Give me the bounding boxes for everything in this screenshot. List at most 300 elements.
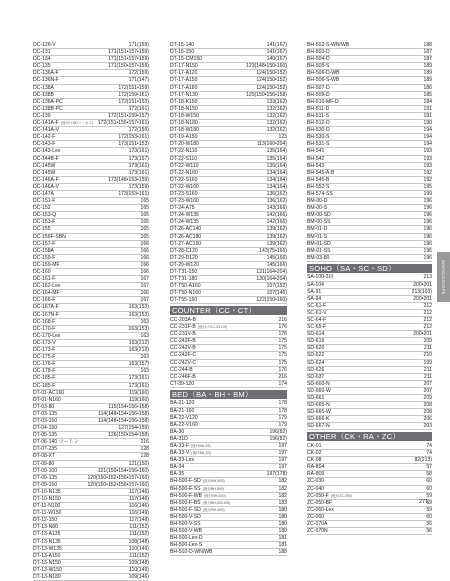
page-reference: 175: [278, 352, 287, 359]
page-reference: 193: [423, 162, 432, 169]
page-reference: 193: [423, 155, 432, 162]
section-header: SOHO（SA・SC・SD）: [307, 264, 432, 273]
index-entry: [170, 99, 287, 106]
product-code: ZC-070A: [307, 521, 328, 527]
index-entry: [307, 163, 432, 170]
product-code: DT-29-D120: [170, 254, 198, 261]
product-code: DC-141A-V: [33, 127, 60, 134]
index-entry: [170, 360, 287, 367]
index-entry: [307, 134, 432, 141]
page-reference: 197: [278, 450, 287, 457]
index-entry: [307, 374, 432, 381]
index-entry: [170, 127, 287, 134]
product-code: DC-159-F: [33, 254, 56, 261]
product-code: DT-18-K150: [170, 98, 198, 105]
page-reference: 111(152): [129, 531, 149, 538]
index-entry: [307, 141, 432, 148]
index-entry: [33, 496, 149, 503]
product-code: DT-11-N100: [33, 503, 61, 510]
product-code: RA-804: [307, 464, 325, 471]
product-code: DT-18-W150: [170, 112, 199, 119]
product-code: DC-162-Lex: [33, 283, 61, 290]
product-code: DT-22-S160: [170, 176, 198, 183]
page-reference: 109(148): [128, 559, 149, 566]
index-entry: [33, 99, 149, 106]
index-entry: [307, 409, 432, 416]
page-reference: 172(159•161): [118, 91, 149, 98]
page-reference: 166: [140, 261, 149, 268]
product-code: CC-242F-C: [170, 352, 197, 359]
product-code: DT-15-150: [170, 49, 195, 56]
product-code: SD-661: [307, 395, 325, 401]
index-entry: [170, 317, 287, 324]
index-entry: [307, 49, 432, 56]
page-reference: 196: [423, 233, 432, 240]
product-code: DC-138A: [33, 84, 54, 91]
page-reference: 108(148): [128, 538, 149, 545]
page-reference: 172(151•155•157•161): [97, 120, 149, 127]
product-code: SA-100-3段: [307, 274, 334, 281]
page-reference: 203: [423, 423, 432, 430]
page-reference: 194: [423, 134, 432, 141]
page-reference: 175: [278, 359, 287, 366]
index-entry: [307, 170, 432, 177]
page-reference: 114(148•154•156•158): [98, 417, 149, 424]
index-entry: [170, 450, 287, 457]
product-code: SA-94: [307, 295, 322, 302]
page-reference: 184: [423, 98, 432, 105]
page-reference: 126(150•154•158): [108, 432, 149, 439]
index-entry: [307, 500, 432, 507]
product-code: DT-11-W150: [33, 510, 62, 517]
page-reference: 192: [423, 176, 432, 183]
page-reference: 115(154•156•158): [108, 403, 149, 410]
product-code: DC-146A-V: [33, 183, 60, 190]
product-code: DT-10-N135: [33, 488, 61, 495]
product-code: DT-T55-150: [170, 297, 198, 304]
index-entry: [307, 317, 432, 324]
page-reference: 166: [140, 290, 149, 297]
page-reference: 60: [426, 478, 432, 485]
index-entry: [33, 453, 149, 460]
index-entry: [170, 134, 287, 141]
page-reference: 189: [423, 63, 432, 70]
product-code: BH-506-D-WB: [307, 70, 340, 77]
product-code: BH-510-MF-D: [307, 98, 339, 105]
product-code: BM-03-80: [307, 254, 330, 261]
product-code: DT-09-100: [33, 467, 58, 474]
index-entry: [33, 326, 149, 333]
index-entry: [33, 269, 149, 276]
product-code: BH-500-Lex-S: [170, 542, 203, 549]
page-reference: 110(149): [128, 545, 149, 552]
index-entry: [170, 92, 287, 99]
product-code: BH-543: [307, 162, 325, 169]
section-header: COUNTER（CC・CT）: [170, 306, 287, 315]
product-code: BH-511-D: [307, 105, 330, 112]
index-entry: [307, 514, 432, 521]
product-code: BH-530-S: [307, 134, 330, 141]
index-entry: [33, 212, 149, 219]
page-reference: 173(148•153•159): [108, 176, 149, 183]
page-reference: 183: [278, 499, 287, 506]
product-code: DT-13-N135: [33, 538, 61, 545]
page-reference: 111(152): [129, 552, 149, 559]
product-code: DT-06-140 ツートン: [33, 439, 79, 446]
index-entry: [307, 274, 432, 281]
index-entry: [33, 319, 149, 326]
product-code: BA-21-160: [170, 407, 195, 414]
page-reference: 167: [140, 283, 149, 290]
page-reference: 173(151•153): [118, 141, 149, 148]
page-reference: 165: [140, 219, 149, 226]
product-code: BA-31D: [170, 435, 188, 442]
product-code: DT-01-N160: [33, 396, 61, 403]
index-entry: [170, 63, 287, 70]
product-code: DT-18-N180: [170, 120, 198, 127]
page-reference: 172(159): [128, 127, 149, 134]
page-reference: 211: [423, 373, 432, 380]
index-entry: [170, 56, 287, 63]
index-entry: [170, 106, 287, 113]
index-entry: [307, 443, 432, 450]
product-code: RA-809: [307, 471, 325, 478]
index-entry: [307, 402, 432, 409]
index-entry: [307, 331, 432, 338]
page-reference: 74: [426, 450, 432, 457]
product-code: BH-505-S: [307, 63, 330, 70]
page-reference: 200•201: [413, 295, 432, 302]
product-code: DT-28-C120: [170, 247, 198, 254]
product-code: DT-13-N150: [33, 559, 61, 566]
index-entry: [170, 255, 287, 262]
product-code: BH-500-F-WB: [170, 492, 202, 499]
index-entry: [170, 528, 287, 535]
page-reference: 116(149): [128, 510, 149, 517]
page-reference: 163(153): [128, 311, 149, 318]
page-reference: 216: [140, 439, 149, 446]
index-entry: [170, 381, 287, 388]
page-reference: 206: [423, 416, 432, 423]
index-column-1: [33, 42, 149, 581]
index-entry: [307, 360, 432, 367]
index-entry: [170, 500, 287, 507]
product-code: DC-138B: [33, 91, 54, 98]
section-header: BED（BA・BH・BM）: [170, 390, 287, 399]
page-reference: 139(162): [266, 240, 287, 247]
index-entry: [307, 113, 432, 120]
index-entry: [307, 310, 432, 317]
index-entry: [33, 390, 149, 397]
index-entry: [33, 312, 149, 319]
product-code: BH-512-D: [307, 120, 330, 127]
product-code: ZC-060-Lex: [307, 506, 334, 513]
page-reference: 211: [423, 366, 432, 373]
index-entry: [170, 549, 287, 556]
index-entry: [33, 177, 149, 184]
product-code: DT-26-AC180: [170, 233, 202, 240]
index-entry: [33, 347, 149, 354]
page-reference: 116(146): [128, 503, 149, 510]
index-entry: [307, 464, 432, 471]
page-reference: 212: [423, 302, 432, 309]
page-reference: 192: [423, 169, 432, 176]
product-note: (後付けHDハーネス): [60, 121, 94, 126]
page-reference: 175: [278, 345, 287, 352]
page-reference: 174: [278, 380, 287, 387]
product-code: DC-134: [33, 56, 51, 63]
page-reference: 136(162): [266, 198, 287, 205]
page-reference: 173(161): [128, 375, 149, 382]
page-reference: 182: [278, 492, 287, 499]
page-reference: 124(150•152): [256, 70, 287, 77]
page-reference: 180: [278, 513, 287, 520]
index-entry: [170, 156, 287, 163]
index-entry: [33, 468, 149, 475]
product-code: BM-00-SD: [307, 212, 331, 219]
page-reference: 196: [423, 254, 432, 261]
page-reference: 127(154•159): [118, 425, 149, 432]
page-reference: 212: [423, 316, 432, 323]
product-code: BH-574-SS: [307, 190, 333, 197]
index-entry: [33, 297, 149, 304]
page-reference: 165: [140, 198, 149, 205]
index-entry: [170, 219, 287, 226]
page-reference: 176: [278, 324, 287, 331]
product-code: BM-00-D: [307, 198, 328, 205]
product-note: (後付BH-500-BS): [202, 500, 231, 505]
product-code: BA-21-120: [170, 400, 195, 407]
product-code: BA-33-F: [170, 442, 189, 449]
index-entry: [307, 184, 432, 191]
index-entry: [170, 177, 287, 184]
product-code: BH-500-F-BS: [170, 499, 201, 506]
product-code: CC-231V-B: [170, 331, 196, 338]
page-reference: 163(153): [128, 304, 149, 311]
page-reference: 134(164): [266, 169, 287, 176]
product-code: SC-64-F: [307, 316, 327, 323]
product-code: BH-500-F-SD: [170, 478, 201, 485]
product-code: DT-13-A135: [33, 531, 61, 538]
page-reference: 172(151•159): [118, 84, 149, 91]
index-entry: [33, 546, 149, 553]
product-note: (後付けCC-231-B): [197, 325, 227, 330]
index-entry: [170, 120, 287, 127]
product-code: CT-39-120: [170, 380, 195, 387]
index-entry: [307, 70, 432, 77]
index-entry: [307, 205, 432, 212]
index-entry: [170, 408, 287, 415]
product-code: SD-637: [307, 373, 325, 380]
product-code: BH-545-B: [307, 176, 330, 183]
page-reference: 209: [423, 338, 432, 345]
product-code: BM-01-SD: [307, 240, 331, 247]
page-reference: 163(157): [128, 361, 149, 368]
page-reference: 211: [423, 345, 432, 352]
page-reference: 135(164): [266, 155, 287, 162]
index-entry: [170, 374, 287, 381]
product-code: ZC-050-BF: [307, 499, 333, 506]
page-reference: 163: [140, 332, 149, 339]
page-reference: 208: [423, 402, 432, 409]
product-code: SD-660-N: [307, 380, 330, 387]
page-reference: 165: [140, 212, 149, 219]
index-entry: [170, 331, 287, 338]
product-code: DC-167A-F: [33, 304, 59, 311]
page-reference: 196: [423, 247, 432, 254]
index-entry: [33, 92, 149, 99]
page-reference: 189: [423, 70, 432, 77]
product-code: BA-35: [170, 471, 185, 478]
product-code: CK-02: [307, 450, 322, 457]
index-entry: [170, 205, 287, 212]
page-reference: 113(160•204): [256, 141, 287, 148]
product-code: DC-136N-F: [33, 77, 60, 84]
index-entry: [170, 436, 287, 443]
index-entry: [33, 482, 149, 489]
product-code: DC-131: [33, 49, 51, 56]
page-reference: 128: [140, 446, 149, 453]
index-entry: [307, 381, 432, 388]
product-code: DC-151-F: [33, 198, 56, 205]
product-code: BH-500-V-SS: [170, 521, 201, 527]
index-entry: [307, 471, 432, 478]
page-reference: 132(162): [266, 120, 287, 127]
page-reference: 163(212): [128, 347, 149, 354]
page-reference: 207: [423, 380, 432, 387]
product-code: DT-09-135: [33, 474, 58, 481]
page-reference: 197: [278, 457, 287, 464]
page-reference: 209: [423, 395, 432, 401]
page-reference: 194: [423, 127, 432, 134]
product-code: DT-18-N150: [170, 105, 198, 112]
index-entry: [170, 234, 287, 241]
product-code: DC-144B-F: [33, 155, 59, 162]
product-code: DC-153-Q: [33, 212, 57, 219]
page-reference: 173(157): [128, 155, 149, 162]
product-code: BH-545-A-B: [307, 169, 335, 176]
product-code: DT-23-W160: [170, 198, 199, 205]
index-entry: [170, 324, 287, 331]
product-code: DT-29-W120: [170, 261, 199, 268]
page-reference: 165: [140, 226, 149, 233]
product-code: DC-158A: [33, 247, 54, 254]
page-reference: 196(82): [269, 428, 287, 435]
page-reference: 143(166): [266, 205, 287, 212]
product-code: CK-08: [307, 457, 322, 464]
page-reference: 139(162): [266, 226, 287, 233]
page-reference: 165: [140, 205, 149, 212]
page-reference: 74: [426, 442, 432, 449]
index-entry: [307, 423, 432, 430]
page-reference: 188: [278, 549, 287, 556]
page-reference: 125(150•156•158): [246, 91, 287, 98]
index-entry: [170, 113, 287, 120]
index-entry: [33, 304, 149, 311]
page-reference: 107(152): [266, 283, 287, 290]
page-reference: 173(161): [128, 148, 149, 155]
page-reference: 133(162): [266, 98, 287, 105]
index-entry: [307, 450, 432, 457]
product-code: DT-08-XT: [33, 453, 56, 460]
index-entry: [307, 156, 432, 163]
index-entry: [33, 106, 149, 113]
product-code: SA-104: [307, 281, 324, 288]
page-reference: 197: [278, 464, 287, 471]
index-entry: [307, 478, 432, 485]
page-reference: 165: [140, 233, 149, 240]
index-entry: [33, 113, 149, 120]
index-entry: [170, 191, 287, 198]
index-entry: [307, 99, 432, 106]
page-reference: 194: [423, 141, 432, 148]
index-entry: [307, 255, 432, 262]
product-code: DT-13-W135: [33, 545, 62, 552]
product-code: BH-506-S-WB: [307, 77, 340, 84]
index-entry: [33, 475, 149, 482]
product-code: DT-22-N160: [170, 169, 198, 176]
product-code: DC-167N-F: [33, 311, 60, 318]
index-entry: [33, 241, 149, 248]
page-reference: 56: [426, 521, 432, 527]
page-reference: 123(148•150•160): [246, 63, 287, 70]
product-code: DT-17-A180: [170, 84, 198, 91]
index-entry: [307, 457, 432, 464]
index-entry: [170, 49, 287, 56]
product-code: DC-143-F: [33, 141, 56, 148]
page-reference: 163(153): [128, 325, 149, 332]
product-code: DT-12-150: [33, 517, 58, 524]
product-code: SD-665-W: [307, 409, 331, 416]
product-code: DT-T31-180: [170, 276, 198, 283]
page-reference: 196: [423, 212, 432, 219]
product-code: SD-666-K: [307, 416, 330, 423]
product-code: CC-242V-C: [170, 359, 197, 366]
page-reference: 193: [423, 148, 432, 155]
index-entry: [33, 517, 149, 524]
page-reference: 200•201: [413, 331, 432, 338]
index-entry: [33, 333, 149, 340]
product-code: DC-145W: [33, 162, 56, 169]
product-code: DC-173-F: [33, 347, 56, 354]
product-code: SD-626: [307, 366, 325, 373]
product-code: BH-502-S-WN/WB: [307, 42, 350, 48]
page-reference: 180: [278, 528, 287, 535]
page-reference: 199: [423, 359, 432, 366]
product-code: DC-136A-F: [33, 70, 59, 77]
product-code: DT-27-AC150: [170, 240, 202, 247]
page-reference: 171(151•157•159): [108, 49, 149, 56]
index-entry: [307, 324, 432, 331]
index-entry: [170, 248, 287, 255]
page-reference: 197: [278, 442, 287, 449]
product-code: BM-01-SS: [307, 247, 331, 254]
product-code: DC-143-Lex: [33, 148, 61, 155]
index-entry: [170, 521, 287, 528]
product-code: DC-159-MF: [33, 261, 60, 268]
page-reference: 187: [423, 56, 432, 63]
product-code: DC-175-F: [33, 354, 56, 361]
page-reference: 120(150•152•156•157•160): [87, 481, 149, 488]
product-code: DC-170-Lex: [33, 332, 61, 339]
page-reference: 172(151•159•157): [108, 112, 149, 119]
index-entry: [33, 567, 149, 574]
index-entry: [33, 134, 149, 141]
page-reference: 200•201: [413, 281, 432, 288]
page-reference: 58: [426, 471, 432, 478]
product-code: ZC-070N: [307, 528, 328, 535]
product-code: CK-01: [307, 442, 322, 449]
